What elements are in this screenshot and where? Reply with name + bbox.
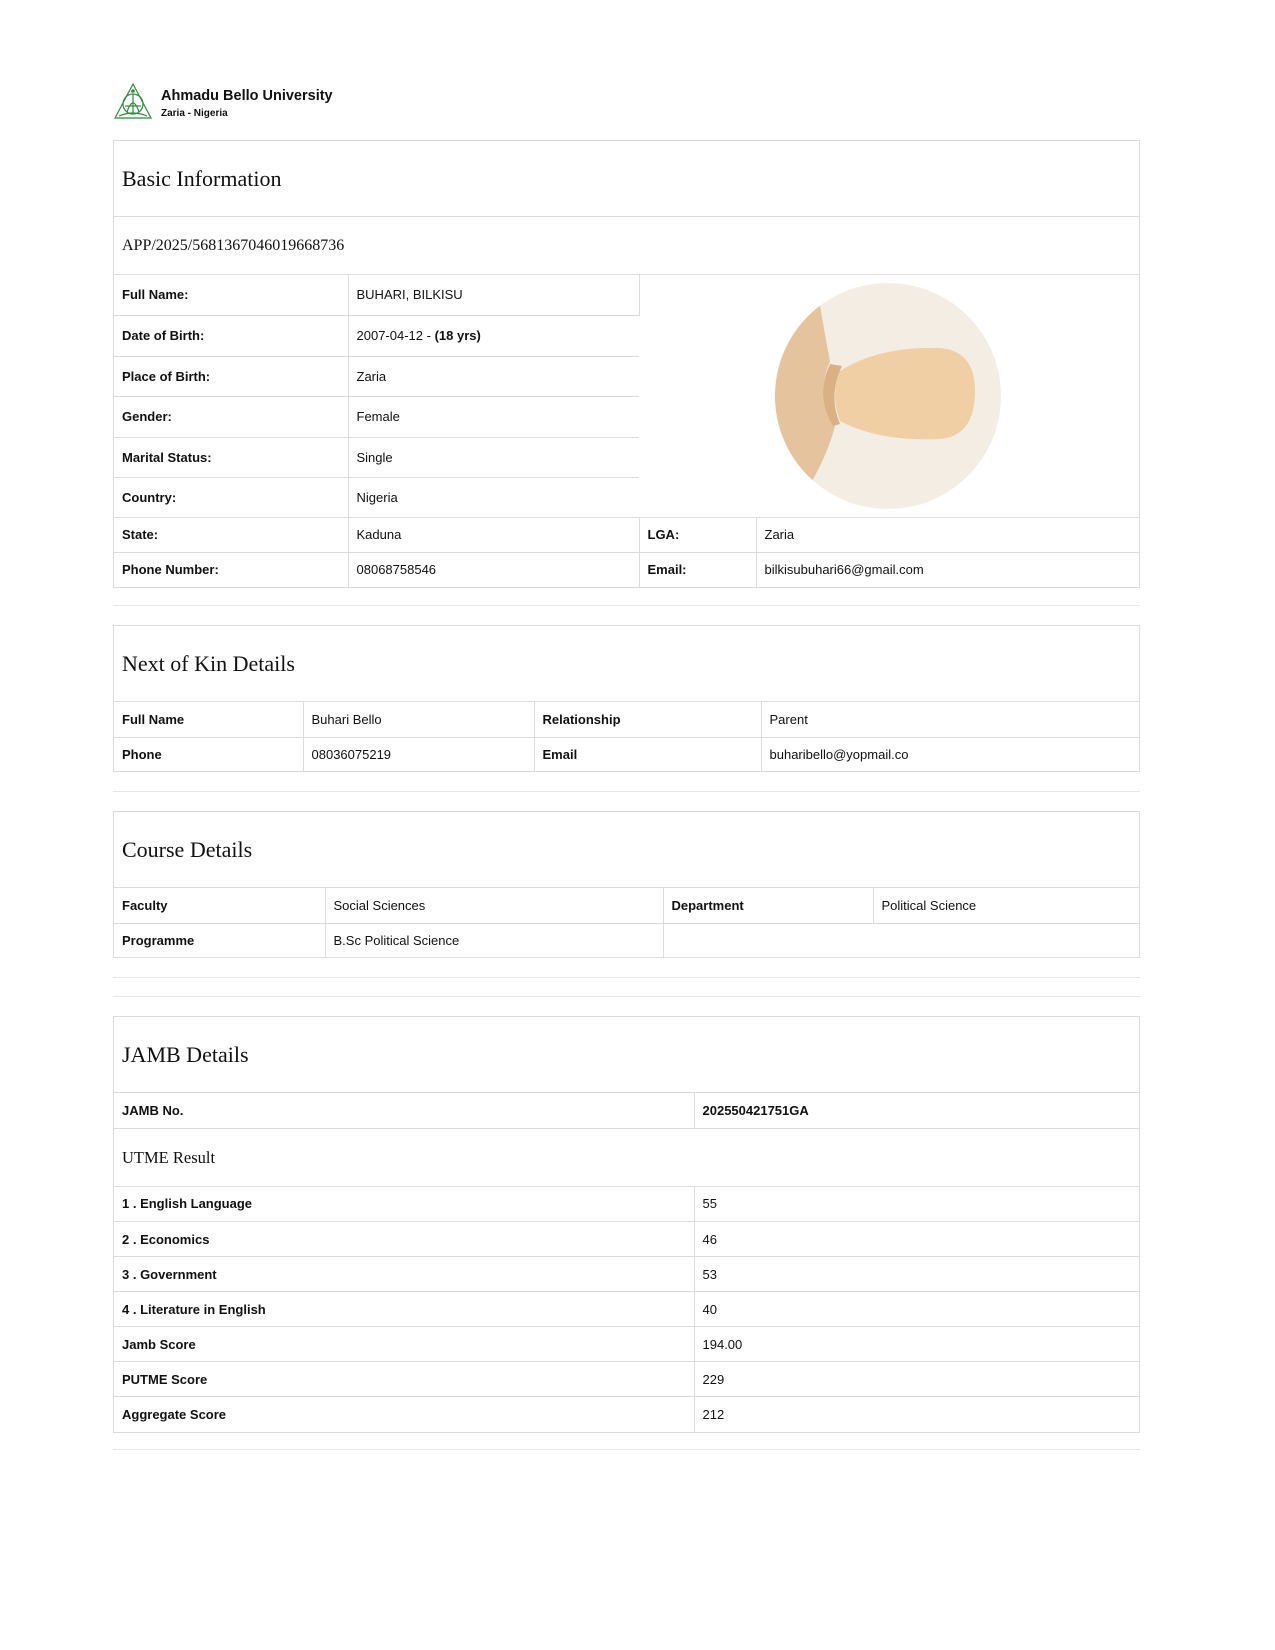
table-row — [114, 1222, 1139, 1257]
programme-value: B.Sc Political Science — [325, 923, 663, 957]
next-of-kin-card — [113, 625, 1140, 772]
kin-name-value: Buhari Bello — [303, 702, 534, 737]
date-of-birth-value — [348, 315, 639, 356]
programme-label: Programme — [114, 923, 325, 957]
utme-row-value: 55 — [694, 1187, 1139, 1222]
date-of-birth-label: Date of Birth: — [114, 315, 348, 356]
section-divider — [113, 996, 1140, 997]
utme-row-label: 3 . Government — [114, 1257, 694, 1292]
table-row — [114, 1362, 1139, 1397]
utme-row-value: 53 — [694, 1257, 1139, 1292]
utme-row-value: 194.00 — [694, 1327, 1139, 1362]
lga-value: Zaria — [756, 517, 1139, 552]
table-row — [114, 1187, 1139, 1222]
course-details-title: Course Details — [114, 812, 1139, 888]
kin-relationship-value: Parent — [761, 702, 1139, 737]
basic-information-title: Basic Information — [114, 141, 1139, 217]
kin-email-label: Email — [534, 737, 761, 771]
table-row — [114, 1257, 1139, 1292]
full-name-label: Full Name: — [114, 275, 348, 315]
phone-number-value: 08068758546 — [348, 552, 639, 587]
next-of-kin-table — [114, 702, 1139, 771]
country-value: Nigeria — [348, 477, 639, 517]
utme-result-table — [114, 1187, 1139, 1432]
gender-label: Gender: — [114, 396, 348, 437]
university-name: Ahmadu Bello University — [161, 88, 333, 104]
state-label: State: — [114, 517, 348, 552]
utme-row-label: PUTME Score — [114, 1362, 694, 1397]
utme-row-value: 229 — [694, 1362, 1139, 1397]
jamb-number-value: 202550421751GA — [694, 1093, 1139, 1128]
utme-row-label: Aggregate Score — [114, 1397, 694, 1432]
marital-status-label: Marital Status: — [114, 437, 348, 477]
place-of-birth-value: Zaria — [348, 356, 639, 396]
department-value: Political Science — [873, 888, 1139, 923]
document-header — [113, 82, 333, 124]
full-name-value: BUHARI, BILKISU — [348, 275, 639, 315]
abu-crest-icon — [113, 82, 153, 122]
jamb-number-table — [114, 1093, 1139, 1129]
jamb-details-title: JAMB Details — [114, 1017, 1139, 1093]
basic-information-card — [113, 140, 1140, 588]
lga-label: LGA: — [639, 517, 756, 552]
faculty-label: Faculty — [114, 888, 325, 923]
email-value: bilkisubuhari66@gmail.com — [764, 562, 924, 578]
section-divider — [113, 977, 1140, 978]
state-value: Kaduna — [348, 517, 639, 552]
gender-value: Female — [348, 396, 639, 437]
table-row — [114, 1327, 1139, 1362]
date-of-birth-date: 2007-04-12 - — [356, 328, 435, 343]
email-label: Email: — [639, 552, 756, 587]
utme-row-value: 40 — [694, 1292, 1139, 1327]
utme-row-label: 1 . English Language — [114, 1187, 694, 1222]
jamb-details-card — [113, 1016, 1140, 1433]
marital-status-value: Single — [348, 437, 639, 477]
kin-relationship-label: Relationship — [534, 702, 761, 737]
passport-photo-cell — [639, 275, 1139, 517]
phone-number-label: Phone Number: — [114, 552, 348, 587]
place-of-birth-label: Place of Birth: — [114, 356, 348, 396]
utme-row-label: 2 . Economics — [114, 1222, 694, 1257]
passport-photo — [640, 276, 1139, 516]
application-number: APP/2025/5681367046019668736 — [114, 217, 1139, 275]
next-of-kin-title: Next of Kin Details — [114, 626, 1139, 702]
section-divider — [113, 605, 1140, 606]
age-value: (18 yrs) — [434, 328, 481, 343]
section-divider — [113, 791, 1140, 792]
kin-phone-value: 08036075219 — [303, 737, 534, 771]
jamb-number-label: JAMB No. — [114, 1093, 694, 1128]
kin-email-value: buharibello@yopmail.co — [769, 746, 909, 762]
department-label: Department — [663, 888, 873, 923]
section-divider — [113, 1449, 1140, 1450]
utme-row-value: 46 — [694, 1222, 1139, 1257]
basic-information-table — [114, 275, 1139, 587]
utme-row-value: 212 — [702, 1406, 725, 1422]
faculty-value: Social Sciences — [325, 888, 663, 923]
course-details-card — [113, 811, 1140, 958]
table-row — [114, 1397, 1139, 1432]
university-location: Zaria - Nigeria — [161, 108, 228, 119]
course-details-table — [114, 888, 1139, 957]
utme-result-title: UTME Result — [114, 1129, 1139, 1187]
kin-phone-label: Phone — [114, 737, 303, 771]
table-row — [114, 1292, 1139, 1327]
country-label: Country: — [114, 477, 348, 517]
utme-row-label: Jamb Score — [114, 1327, 694, 1362]
empty-cell — [663, 923, 1139, 957]
utme-row-label: 4 . Literature in English — [114, 1292, 694, 1327]
kin-name-label: Full Name — [114, 702, 303, 737]
